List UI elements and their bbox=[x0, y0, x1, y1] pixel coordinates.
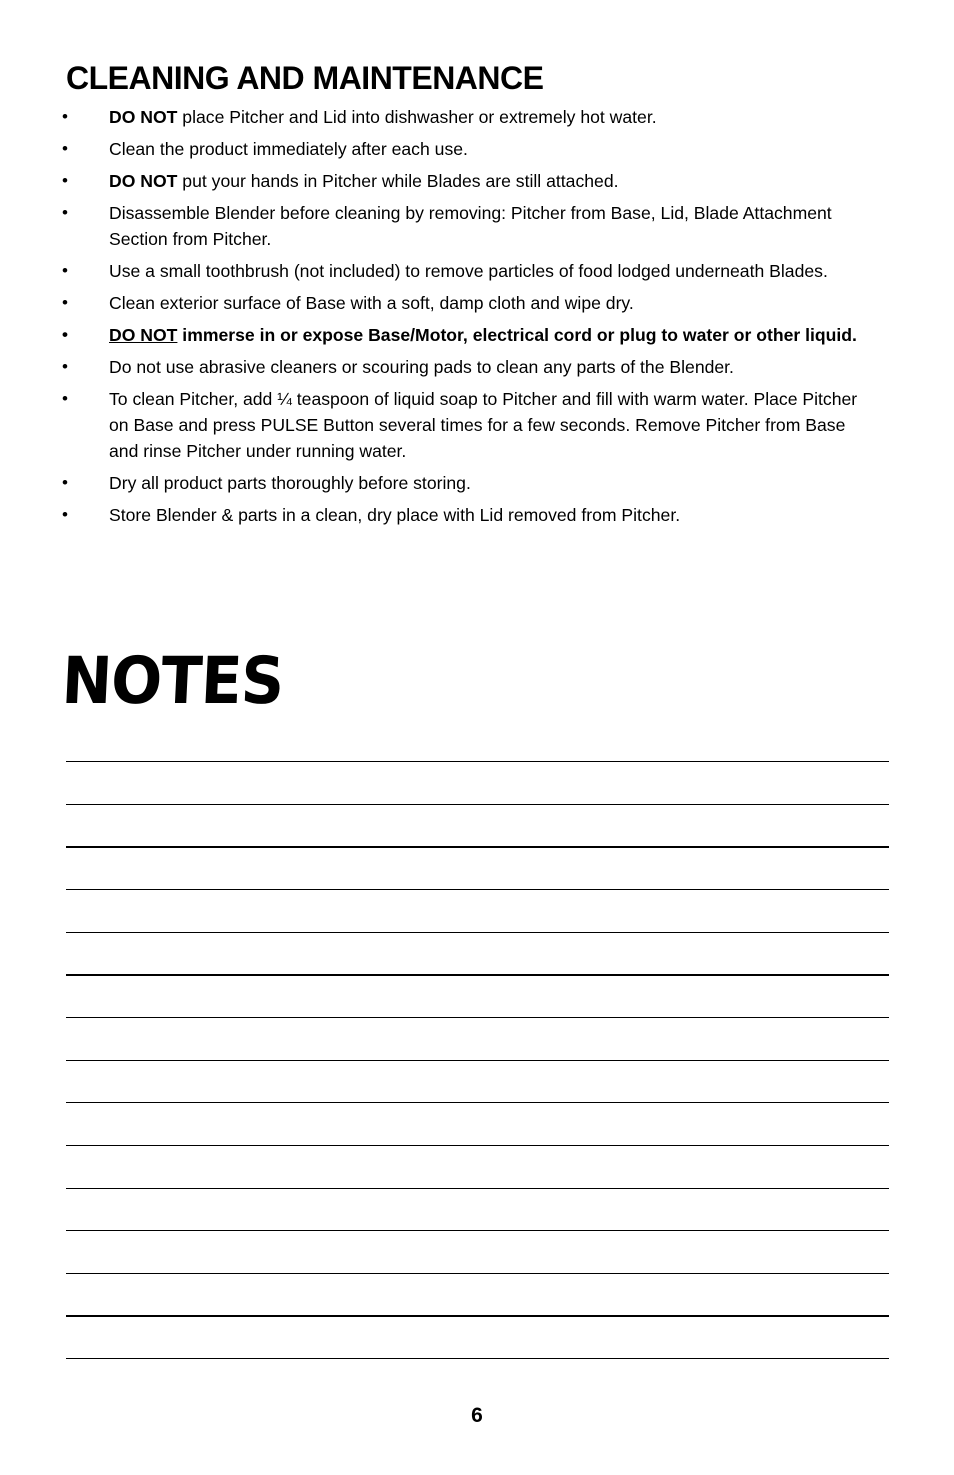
bullet-icon: • bbox=[62, 261, 68, 280]
instruction-text: Disassemble Blender before cleaning by removing: Pitcher from Base, Lid, Blade Attachment Section from Pitcher. bbox=[109, 203, 832, 249]
instruction-text: To clean Pitcher, add ¼ teaspoon of liquid soap to Pitcher and fill with warm water. Place Pitcher on Base and press PULSE Button several times for a few seconds. Remove Pitcher from Base and rinse Pitcher under running water. bbox=[109, 389, 858, 461]
note-line bbox=[66, 1230, 889, 1231]
list-item bbox=[0, 386, 869, 464]
instruction-text: Clean exterior surface of Base with a soft, damp cloth and wipe dry. bbox=[109, 293, 634, 313]
instruction-text: Clean the product immediately after each use. bbox=[109, 139, 468, 159]
note-line bbox=[66, 1188, 889, 1189]
instruction-text: place Pitcher and Lid into dishwasher or extremely hot water. bbox=[177, 107, 657, 127]
instruction-text: Do not use abrasive cleaners or scouring pads to clean any parts of the Blender. bbox=[109, 357, 734, 377]
bullet-icon: • bbox=[62, 171, 68, 190]
list-item bbox=[0, 200, 869, 252]
instruction-text: immerse in or expose Base/Motor, electrical cord or plug to water or other liquid. bbox=[177, 325, 857, 345]
note-line bbox=[66, 889, 889, 890]
bullet-icon: • bbox=[62, 203, 68, 222]
warning-lead: DO NOT bbox=[109, 171, 178, 191]
note-line bbox=[66, 1273, 889, 1274]
cleaning-instructions-list bbox=[0, 104, 954, 534]
page-number: 6 bbox=[471, 1404, 483, 1427]
list-item bbox=[0, 290, 869, 316]
note-line bbox=[66, 761, 889, 762]
instruction-text: Dry all product parts thoroughly before storing. bbox=[109, 473, 471, 493]
bullet-icon: • bbox=[62, 107, 68, 126]
note-line bbox=[66, 932, 889, 933]
note-line bbox=[66, 974, 889, 976]
bullet-icon: • bbox=[62, 293, 68, 312]
instruction-text: Store Blender & parts in a clean, dry place with Lid removed from Pitcher. bbox=[109, 505, 681, 525]
note-line bbox=[66, 1017, 889, 1018]
bullet-icon: • bbox=[62, 139, 68, 158]
list-item bbox=[0, 502, 869, 528]
note-line bbox=[66, 846, 889, 848]
note-line bbox=[66, 1358, 889, 1359]
list-item bbox=[0, 322, 869, 348]
instruction-text: Use a small toothbrush (not included) to remove particles of food lodged underneath Blades. bbox=[109, 261, 828, 281]
section-heading: CLEANING AND MAINTENANCE bbox=[66, 60, 544, 96]
bullet-icon: • bbox=[62, 505, 68, 524]
bullet-icon: • bbox=[62, 473, 68, 492]
list-item bbox=[0, 168, 869, 194]
notes-heading: NOTES bbox=[60, 643, 286, 719]
note-line bbox=[66, 1060, 889, 1061]
list-item bbox=[0, 104, 869, 130]
bullet-icon: • bbox=[62, 357, 68, 376]
note-line bbox=[66, 1145, 889, 1146]
warning-lead: DO NOT bbox=[109, 325, 178, 345]
note-line bbox=[66, 804, 889, 805]
list-item bbox=[0, 136, 869, 162]
warning-lead: DO NOT bbox=[109, 107, 178, 127]
list-item bbox=[0, 470, 869, 496]
list-item bbox=[0, 354, 869, 380]
bullet-icon: • bbox=[62, 325, 68, 344]
list-item bbox=[0, 258, 869, 284]
note-line bbox=[66, 1315, 889, 1317]
note-line bbox=[66, 1102, 889, 1103]
bullet-icon: • bbox=[62, 389, 68, 408]
instruction-text: put your hands in Pitcher while Blades are still attached. bbox=[177, 171, 619, 191]
